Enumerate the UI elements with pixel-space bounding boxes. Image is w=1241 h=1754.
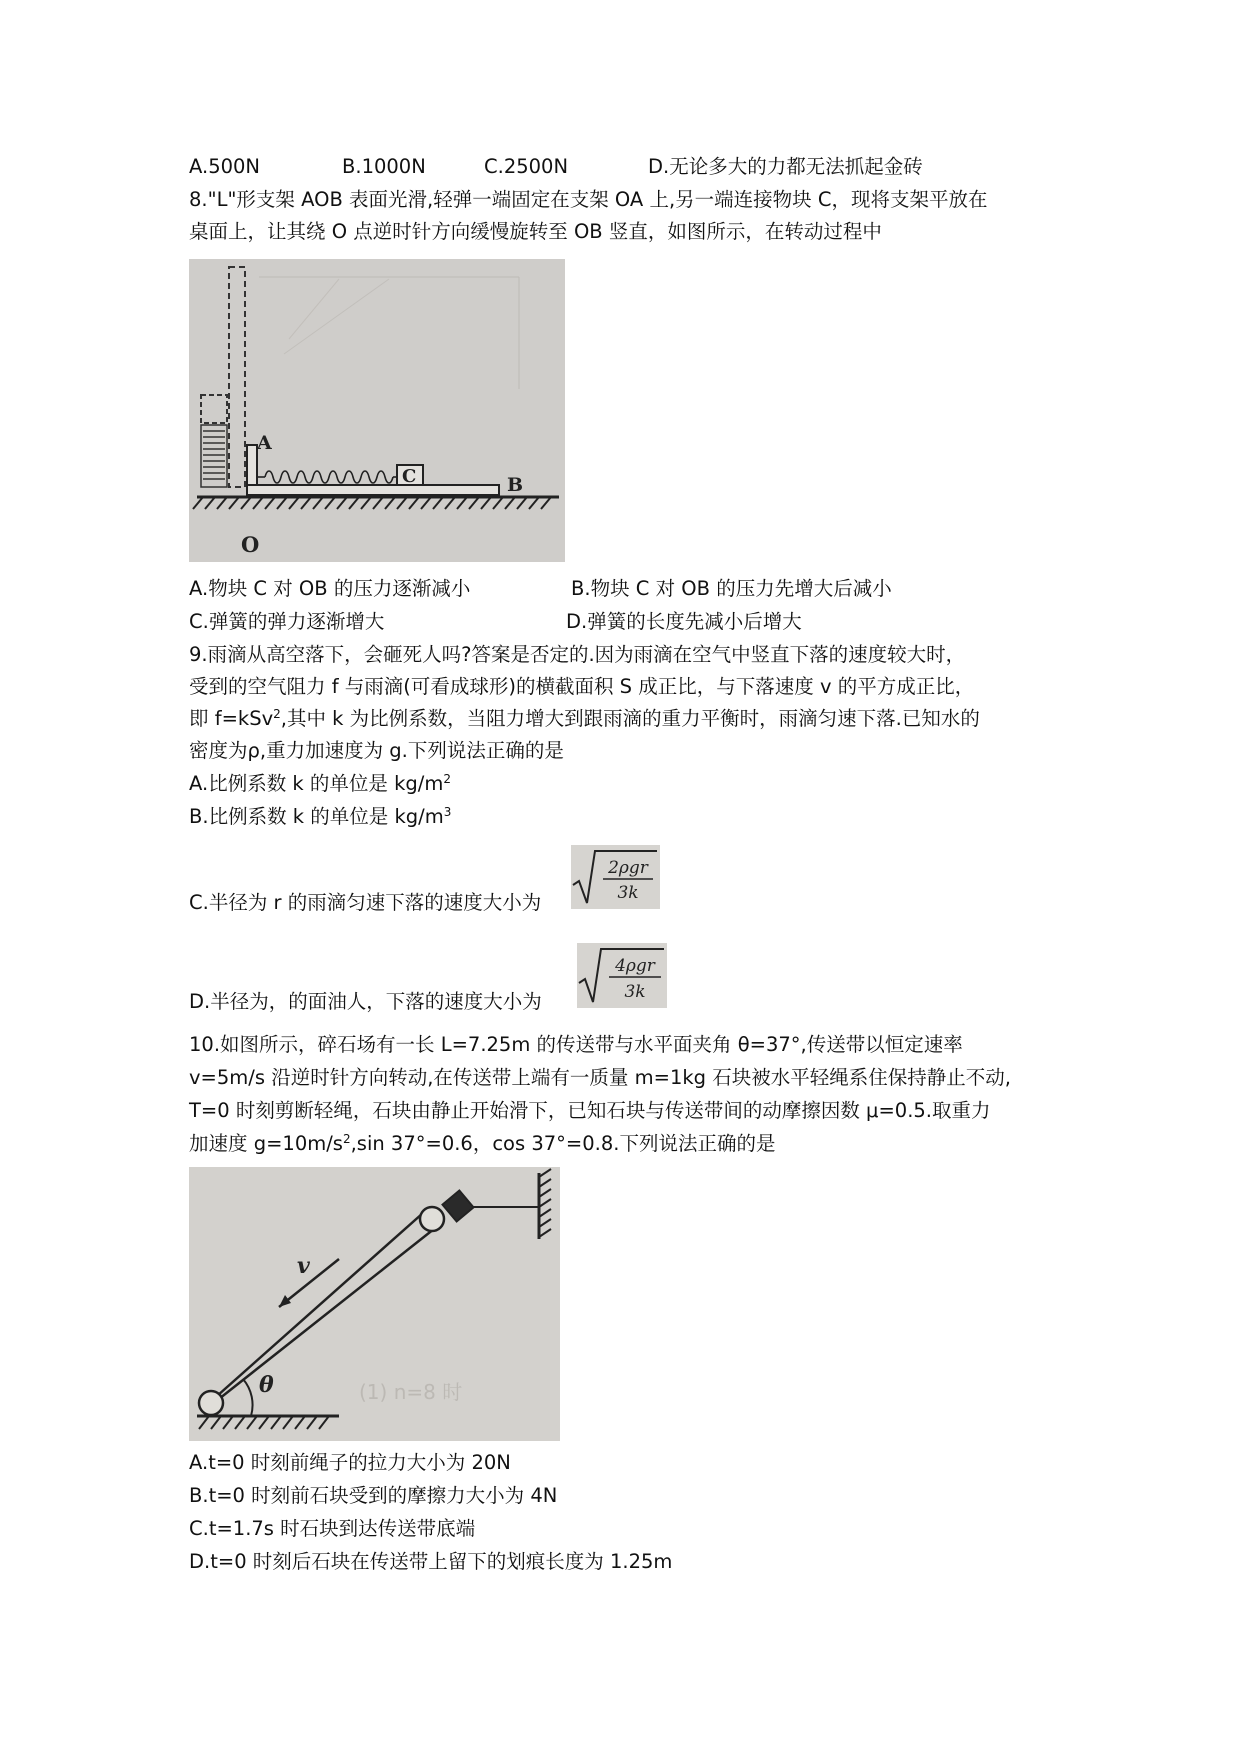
q10-stem-line-2: v=5m/s 沿逆时针方向转动,在传送带上端有一质量 m=1kg 石块被水平轻绳系住保持静止不动, [189,1066,1011,1089]
q10-line4-start: 加速度 g=10m/s [189,1132,343,1155]
bracket-arm-ob [247,485,499,495]
label-c: C [402,466,417,487]
q9-option-a-text: A.比例系数 k 的单位是 kg/m [189,772,444,795]
conveyor-belt-diagram [189,1167,560,1441]
bottom-pulley [199,1391,223,1415]
q10-line4-exponent: 2 [342,1132,351,1146]
q9-option-b-text: B.比例系数 k 的单位是 kg/m [189,805,444,828]
q9-option-b [189,805,451,829]
q10-stem-line-3: T=0 时刻剪断轻绳，石块由静止开始滑下，已知石块与传送带间的动摩擦因数 μ=0.5.取重力 [189,1099,991,1122]
watermark-text: (1) n=8 时 [359,1380,463,1404]
q7-option-c: C.2500N [484,155,569,178]
label-b: B [507,474,524,496]
q8-stem-line-2: 桌面上，让其绕 O 点逆时针方向缓慢旋转至 OB 竖直，如图所示，在转动过程中 [189,220,882,243]
formula-numerator: 4ρgr [615,956,655,976]
q9-option-d-formula [577,943,667,1008]
q7-option-a: A.500N [189,155,261,178]
l-bracket-diagram [189,259,565,562]
q8-option-c: C.弹簧的弹力逐渐增大 [189,610,385,633]
label-theta: θ [259,1372,274,1398]
q10-figure [189,1167,560,1441]
q9-stem-line-4: 密度为ρ,重力加速度为 g.下列说法正确的是 [189,739,564,762]
q8-option-b: B.物块 C 对 OB 的压力先增大后减小 [571,577,892,600]
q10-option-d: D.t=0 时刻后石块在传送带上留下的划痕长度为 1.25m [189,1550,673,1573]
q8-option-d: D.弹簧的长度先减小后增大 [566,610,802,633]
q8-figure [189,259,565,562]
q9-line3-exponent: 2 [273,707,281,721]
q9-option-a [189,772,451,796]
q9-line3-end: ,其中 k 为比例系数，当阻力增大到跟雨滴的重力平衡时，雨滴匀速下落.已知水的 [280,707,980,730]
label-o: O [241,532,260,557]
formula-denominator: 3k [624,982,646,1002]
q9-option-d-text: D.半径为，的面油人，下落的速度大小为 [189,990,542,1013]
q9-option-c-formula [571,845,660,909]
q8-option-a: A.物块 C 对 OB 的压力逐渐减小 [189,577,471,600]
q10-line4-end: ,sin 37°=0.6，cos 37°=0.8.下列说法正确的是 [350,1132,776,1155]
q9-option-b-exponent: 3 [443,805,452,819]
formula-numerator: 2ρgr [608,858,648,878]
formula-denominator: 3k [617,883,639,903]
q7-option-d: D.无论多大的力都无法抓起金砖 [648,155,923,178]
label-v: v [297,1253,310,1279]
q10-stem-line-1: 10.如图所示，碎石场有一长 L=7.25m 的传送带与水平面夹角 θ=37°,传送带以恒定速率 [189,1033,963,1056]
q10-option-a: A.t=0 时刻前绳子的拉力大小为 20N [189,1451,511,1474]
q9-stem-line-1: 9.雨滴从高空落下，会砸死人吗?答案是否定的.因为雨滴在空气中竖直下落的速度较大时， [189,643,966,666]
q8-stem-line-1: 8."L"形支架 AOB 表面光滑,轻弹一端固定在支架 OA 上,另一端连接物块 C，现将支架平放在 [189,188,988,211]
q10-stem-line-4 [189,1132,775,1156]
q9-stem-line-2: 受到的空气阻力 f 与雨滴(可看成球形)的横截面积 S 成正比，与下落速度 v 的平方成正比， [189,675,975,698]
q7-option-b: B.1000N [342,155,426,178]
q9-line3-start: 即 f=kSv [189,707,274,730]
q10-option-b: B.t=0 时刻前石块受到的摩擦力大小为 4N [189,1484,558,1507]
label-a: A [257,432,272,454]
q10-option-c: C.t=1.7s 时石块到达传送带底端 [189,1517,476,1540]
q9-option-a-exponent: 2 [443,772,451,786]
top-pulley [420,1207,444,1231]
q9-option-c-text: C.半径为 r 的雨滴匀速下落的速度大小为 [189,891,542,914]
q9-stem-line-3 [189,707,980,731]
